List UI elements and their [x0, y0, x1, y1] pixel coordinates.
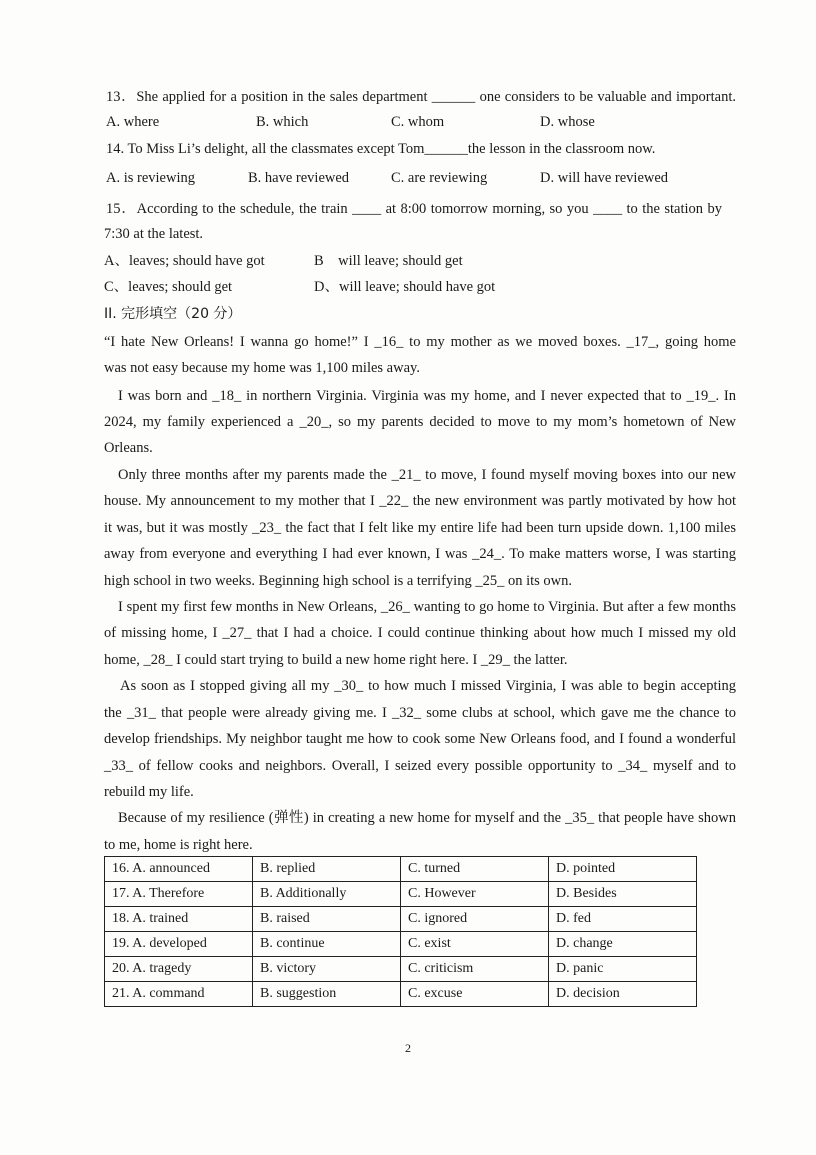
- table-cell: C. turned: [401, 857, 549, 882]
- question-14-option-a: A. is reviewing: [106, 170, 195, 186]
- passage-line: the _31_ that people were already giving me. I _32_ some clubs at school, which gave me the chance to: [104, 705, 736, 721]
- table-cell: B. victory: [253, 957, 401, 982]
- question-14-option-b: B. have reviewed: [248, 170, 350, 186]
- table-cell: C. ignored: [401, 907, 549, 932]
- question-15-option-d: D、will leave; should have got: [314, 279, 496, 295]
- table-cell: B. Additionally: [253, 882, 401, 907]
- page-number: 2: [405, 1041, 411, 1055]
- passage-line: it was, but it was mostly _23_ the fact that I felt like my entire life had been turn upside down. 1,100 miles: [104, 520, 736, 536]
- question-13-option-d: D. whose: [540, 114, 595, 130]
- table-cell: C. However: [401, 882, 549, 907]
- passage-line: house. My announcement to my mother that I _22_ the new environment was partly motivated by how hot: [104, 493, 736, 509]
- passage-line: home, _28_ I could start trying to build a new home right here. I _29_ the latter.: [104, 652, 568, 668]
- table-cell: D. pointed: [549, 857, 697, 882]
- table-cell: B. continue: [253, 932, 401, 957]
- question-15-option-b: B will leave; should get: [314, 253, 463, 269]
- table-cell: B. raised: [253, 907, 401, 932]
- table-cell: C. excuse: [401, 982, 549, 1007]
- passage-line: As soon as I stopped giving all my _30_ to how much I missed Virginia, I was able to begin accepting: [120, 678, 736, 694]
- table-row: [105, 882, 697, 907]
- question-15-stem-continued: 7:30 at the latest.: [104, 226, 204, 242]
- passage-line: “I hate New Orleans! I wanna go home!” I _16_ to my mother as we moved boxes. _17_, going home: [104, 334, 736, 350]
- question-13-stem: 13．She applied for a position in the sales department ______ one considers to be valuable and important.: [106, 89, 736, 105]
- options-table: [104, 856, 697, 1007]
- passage-line: I spent my first few months in New Orleans, _26_ wanting to go home to Virginia. But after a few months: [118, 599, 736, 615]
- passage-line: _33_ of fellow cooks and neighbors. Overall, I seized every possible opportunity to _34_ myself and to: [104, 758, 736, 774]
- table-cell: D. Besides: [549, 882, 697, 907]
- table-cell: 19. A. developed: [105, 932, 253, 957]
- question-14-option-c: C. are reviewing: [391, 170, 488, 186]
- question-13-option-c: C. whom: [391, 114, 445, 130]
- table-row: [105, 932, 697, 957]
- question-15-option-c: C、leaves; should get: [104, 279, 233, 295]
- table-cell: 20. A. tragedy: [105, 957, 253, 982]
- passage-line: of missing home, I _27_ that I had a choice. I could continue thinking about how much I missed my old: [104, 625, 736, 641]
- table-cell: D. panic: [549, 957, 697, 982]
- question-14-stem: 14. To Miss Li’s delight, all the classmates except Tom______the lesson in the classroom now.: [106, 141, 656, 157]
- passage-line: high school in two weeks. Beginning high school is a terrifying _25_ on its own.: [104, 573, 572, 589]
- passage-line: Only three months after my parents made the _21_ to move, I found myself moving boxes into our new: [118, 467, 736, 483]
- table-cell: D. fed: [549, 907, 697, 932]
- question-15-stem: 15．According to the schedule, the train ____ at 8:00 tomorrow morning, so you ____ to the station by: [106, 201, 722, 217]
- table-row: [105, 982, 697, 1007]
- passage-line: rebuild my life.: [104, 784, 194, 800]
- passage-line: away from everyone and everything I had ever known, I was _24_. To make matters worse, I was starting: [104, 546, 736, 562]
- passage-line: I was born and _18_ in northern Virginia. Virginia was my home, and I never expected that to _19_. In: [118, 388, 736, 404]
- table-row: [105, 857, 697, 882]
- table-row: [105, 957, 697, 982]
- table-cell: D. decision: [549, 982, 697, 1007]
- table-cell: C. exist: [401, 932, 549, 957]
- passage-line: to me, home is right here.: [104, 837, 253, 853]
- table-cell: 18. A. trained: [105, 907, 253, 932]
- section-heading: II. 完形填空（20 分）: [104, 306, 242, 322]
- table-row: [105, 907, 697, 932]
- passage-line: 2024, my family experienced a _20_, so my parents decided to move to my mom’s hometown of New: [104, 414, 736, 430]
- table-cell: D. change: [549, 932, 697, 957]
- passage-line: Because of my resilience (弹性) in creating a new home for myself and the _35_ that people have shown: [118, 810, 736, 826]
- table-cell: 21. A. command: [105, 982, 253, 1007]
- table-cell: C. criticism: [401, 957, 549, 982]
- passage-line: Orleans.: [104, 440, 153, 456]
- table-cell: B. suggestion: [253, 982, 401, 1007]
- question-13-option-b: B. which: [256, 114, 309, 130]
- table-cell: 17. A. Therefore: [105, 882, 253, 907]
- table-cell: B. replied: [253, 857, 401, 882]
- question-13-option-a: A. where: [106, 114, 160, 130]
- question-14-option-d: D. will have reviewed: [540, 170, 669, 186]
- passage-line: develop friendships. My neighbor taught me how to cook some New Orleans food, and I found a wonderful: [104, 731, 736, 747]
- passage-line: was not easy because my home was 1,100 miles away.: [104, 360, 420, 376]
- question-15-option-a: A、leaves; should have got: [104, 253, 265, 269]
- table-cell: 16. A. announced: [105, 857, 253, 882]
